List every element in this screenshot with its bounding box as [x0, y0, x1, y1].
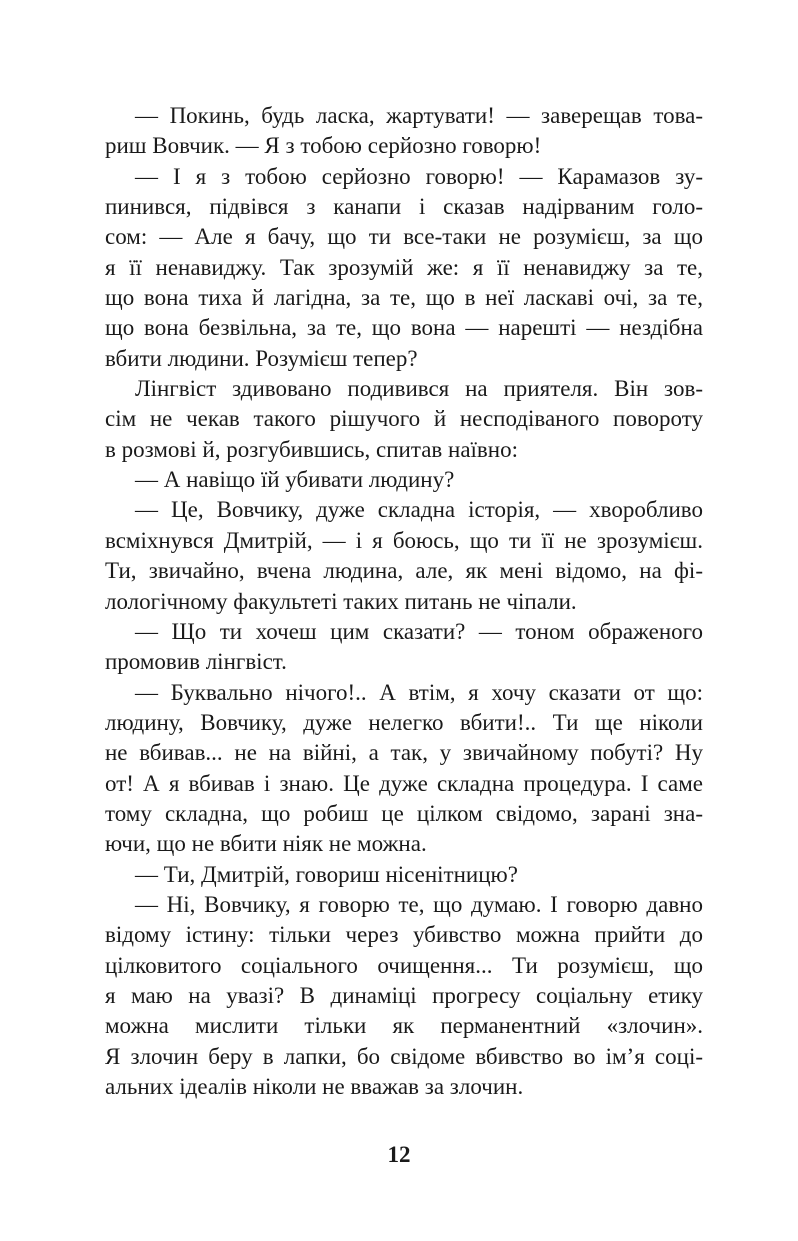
page-body-text: [105, 101, 703, 1102]
text-line: я її ненавиджу. Так зрозумій же: я її ненавиджу за те,: [105, 254, 703, 280]
text-line: альних ідеалів ніколи не вважав за злочин.: [105, 1074, 524, 1099]
text-line: Лінгвіст здивовано подивився на приятеля. Він зов-: [135, 376, 703, 402]
text-line: Я злочин беру в лапки, бо свідоме вбивство во ім’я соці-: [105, 1043, 703, 1069]
text-line: людину, Вовчику, дуже нелегко вбити!.. Ти ще ніколи: [105, 709, 703, 735]
text-line: я маю на увазі? В динаміці прогресу соціальну етику: [105, 982, 703, 1008]
text-line: цілковитого соціального очищення... Ти розумієш, що: [105, 952, 703, 978]
text-line: що вона тиха й лагідна, за те, що в неї ласкаві очі, за те,: [105, 285, 703, 311]
text-line: — І я з тобою серйозно говорю! — Карамазов зу-: [135, 163, 703, 189]
text-line: — Буквально нічого!.. А втім, я хочу сказати от що:: [135, 679, 703, 705]
text-line: — Це, Вовчику, дуже складна історія, — хворобливо: [135, 497, 703, 523]
page-number: 12: [387, 1142, 411, 1167]
text-line: — Ти, Дмитрій, говориш нісенітницю?: [135, 861, 518, 887]
text-line: — Ні, Вовчику, я говорю те, що думаю. І говорю давно: [135, 891, 703, 917]
text-line: що вона безвільна, за те, що вона — нарешті — нездібна: [105, 315, 703, 341]
text-line: сім не чекав такого рішучого й несподіваного повороту: [105, 406, 703, 432]
text-line: тому складна, що робиш це цілком свідомо, зарані зна-: [105, 800, 703, 826]
text-line: вбити людини. Розумієш тепер?: [105, 345, 418, 371]
text-line: відому істину: тільки через убивство можна прийти до: [105, 922, 703, 948]
text-line: Ти, звичайно, вчена людина, але, як мені відомо, на фі-: [105, 558, 703, 584]
text-line: сом: — Але я бачу, що ти все-таки не розумієш, за що: [105, 224, 703, 250]
text-line: можна мислити тільки як перманентний «злочин».: [105, 1013, 703, 1039]
text-line: пинився, підвівся з канапи і сказав надірваним голо-: [105, 194, 703, 220]
text-line: не вбивав... не на війні, а так, у звичайному побуті? Ну: [105, 740, 703, 766]
text-line: риш Вовчик. — Я з тобою серйозно говорю!: [105, 133, 542, 159]
text-line: — А навіщо їй убивати людину?: [135, 467, 455, 493]
text-line: от! А я вбивав і знаю. Це дуже складна процедура. І саме: [105, 770, 703, 796]
text-line: — Покинь, будь ласка, жартувати! — заверещав това-: [135, 103, 703, 128]
text-line: промовив лінгвіст.: [105, 649, 287, 675]
text-line: — Що ти хочеш цим сказати? — тоном ображеного: [135, 618, 703, 644]
text-line: лологічному факультеті таких питань не чіпали.: [105, 588, 577, 614]
text-line: в розмові й, розгубившись, спитав наївно:: [105, 436, 518, 462]
text-line: всміхнувся Дмитрій, — і я боюсь, що ти її не зрозумієш.: [105, 527, 703, 553]
text-line: ючи, що не вбити ніяк не можна.: [105, 831, 427, 857]
